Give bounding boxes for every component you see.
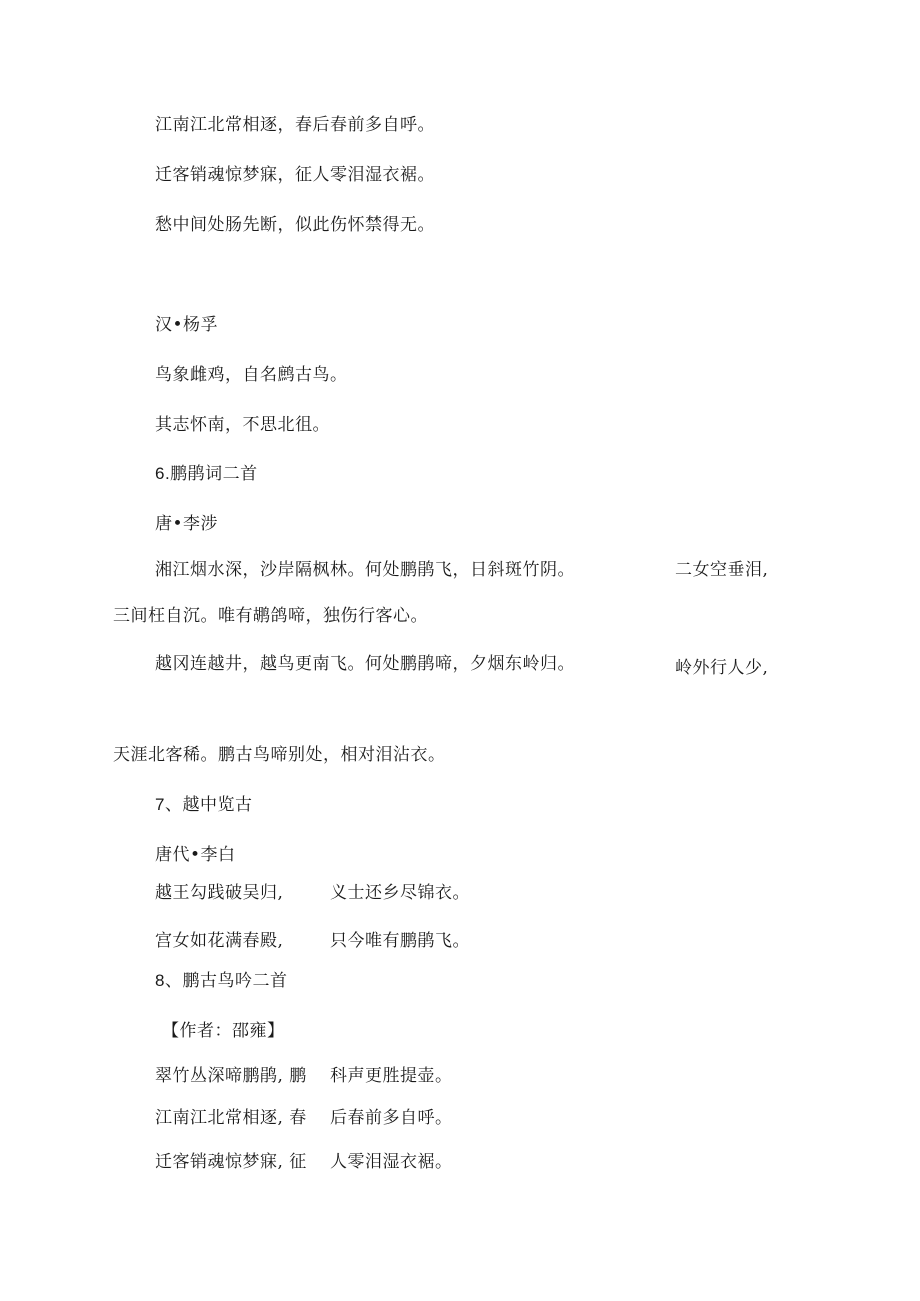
poem-line: 越王勾践破吴归, bbox=[155, 883, 284, 903]
poem-author: 汉•杨孚 bbox=[155, 315, 219, 335]
poem-author: 唐代•李白 bbox=[155, 845, 236, 865]
poem-line: 江南江北常相逐，春后春前多自呼。 bbox=[155, 115, 435, 135]
poem-line: 二女空垂泪, bbox=[675, 560, 769, 580]
poem-line: 岭外行人少, bbox=[675, 658, 769, 678]
poem-line: 江南江北常相逐, 春 bbox=[155, 1108, 307, 1128]
poem-line: 愁中间处肠先断，似此伤怀禁得无。 bbox=[155, 215, 435, 235]
poem-line: 翠竹丛深啼鹏鹃, 鹏 bbox=[155, 1066, 307, 1086]
poem-line: 迁客销魂惊梦寐, 征 bbox=[155, 1152, 307, 1172]
poem-line: 人零泪湿衣裾。 bbox=[330, 1152, 453, 1172]
poem-line: 湘江烟水深，沙岸隔枫林。何处鹏鹃飞，日斜斑竹阴。 bbox=[155, 560, 575, 580]
poem-line: 宫女如花满春殿, bbox=[155, 931, 284, 951]
section-heading: 7、越中览古 bbox=[155, 795, 253, 814]
section-heading: 8、鹏古鸟吟二首 bbox=[155, 971, 288, 990]
poem-line: 三间枉自沉。唯有鹕鸽啼，独伤行客心。 bbox=[113, 606, 428, 626]
poem-line: 迁客销魂惊梦寐，征人零泪湿衣裾。 bbox=[155, 165, 435, 185]
poem-author: 唐•李涉 bbox=[155, 514, 219, 534]
poem-line: 后春前多自呼。 bbox=[330, 1108, 453, 1128]
poem-line: 只今唯有鹏鹃飞。 bbox=[330, 931, 470, 951]
poem-line: 科声更胜提壶。 bbox=[330, 1066, 453, 1086]
poem-author: 【作者：邵雍】 bbox=[162, 1021, 285, 1041]
poem-line: 义士还乡尽锦衣。 bbox=[330, 883, 470, 903]
poem-line: 越冈连越井，越鸟更南飞。何处鹏鹃啼，夕烟东岭归。 bbox=[155, 654, 575, 674]
poem-line: 天涯北客稀。鹏古鸟啼别处，相对泪沾衣。 bbox=[113, 745, 446, 765]
poem-line: 其志怀南，不思北徂。 bbox=[155, 415, 330, 435]
poem-line: 鸟象雌鸡，自名鹧古鸟。 bbox=[155, 365, 348, 385]
section-heading: 6.鹏鹃词二首 bbox=[155, 464, 258, 483]
